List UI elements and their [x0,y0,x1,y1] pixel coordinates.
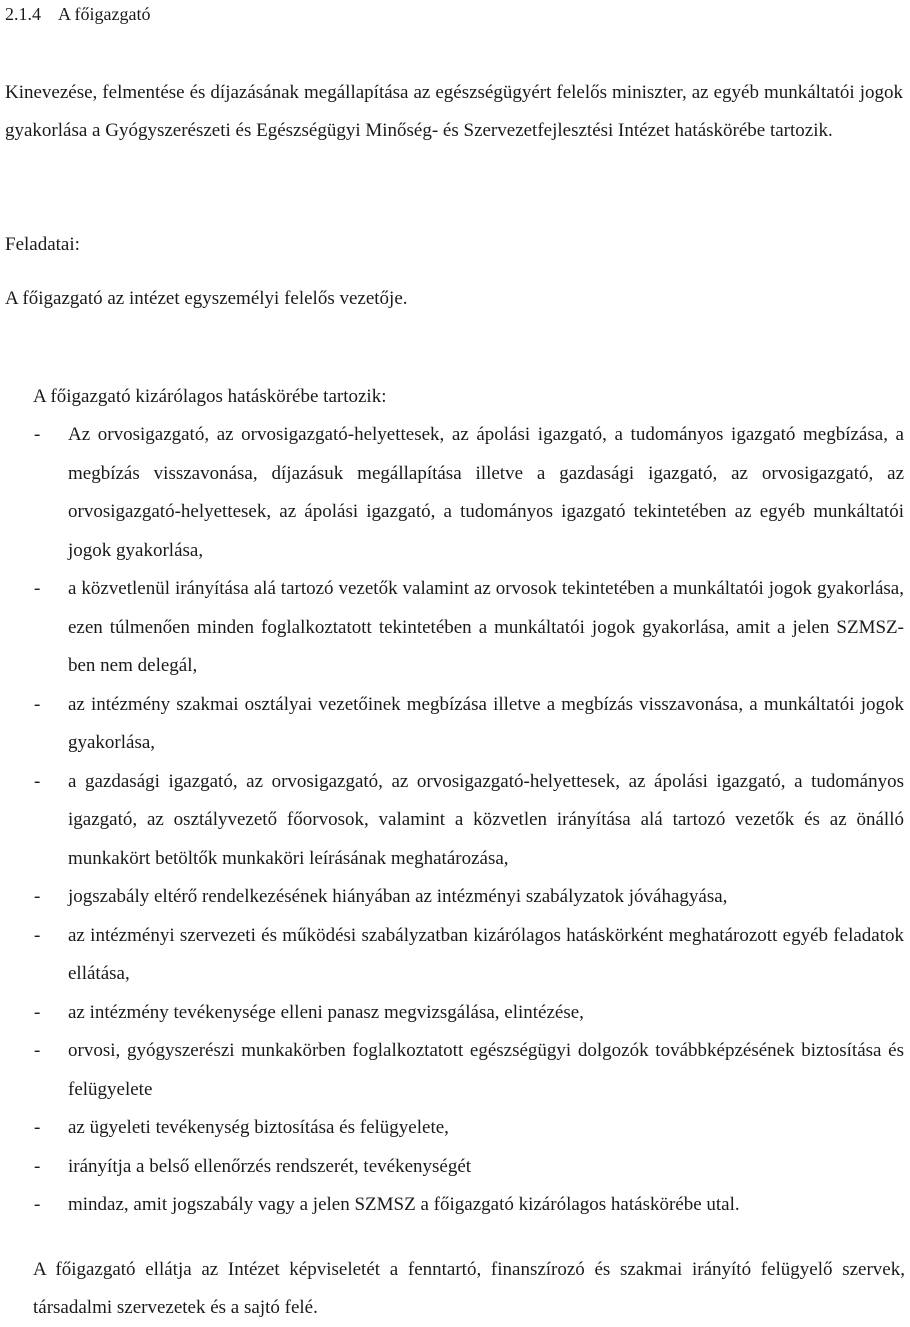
list-item-text: orvosi, gyógyszerészi munkakörben foglalkoztatott egészségügyi dolgozók továbbképzésének biztosítása és felügyelete [68,1040,904,1100]
feladatai-label: Feladatai: [5,234,80,255]
list-item [0,416,910,570]
list-item-text: mindaz, amit jogszabály vagy a jelen SZMSZ a főigazgató kizárólagos hatáskörébe utal. [68,1194,740,1215]
list-item-text: a gazdasági igazgató, az orvosigazgató, az orvosigazgató-helyettesek, az ápolási igazgató, a tudományos igazgató, az osztályvezető főorvosok, valamint a közvetlen irányítása alá tartozó vezetők és az önálló munkakört betöltők munkaköri leírásának meghatározása, [68,770,904,869]
intro-paragraph: Kinevezése, felmentése és díjazásának megállapítása az egészségügyért felelős miniszter, az egyéb munkáltatói jogok gyakorlása a Gyógyszerészeti és Egészségügyi Minőség- és Szervezetfejlesztési Intézet hatáskörébe tartozik. [5,82,903,141]
bullet-dash: - [34,1001,41,1023]
bullet-dash: - [34,924,41,946]
list-item-text: jogszabály eltérő rendelkezésének hiányában az intézményi szabályzatok jóváhagyása, [68,886,728,907]
list-title: A főigazgató kizárólagos hatáskörébe tartozik: [33,386,387,407]
leader-paragraph: A főigazgató az intézet egyszemélyi felelős vezetője. [5,288,408,309]
bullet-dash: - [34,424,41,445]
section-heading: 2.1.4 A főigazgató [5,4,151,24]
bullet-dash: - [34,693,41,715]
bullet-dash: - [34,1117,41,1138]
list-item [0,994,910,1033]
bullet-dash: - [34,1040,41,1061]
closing-paragraph: A főigazgató ellátja az Intézet képviseletét a fenntartó, finanszírozó és szakmai irányító felügyelő szervek, társadalmi szervezetek és a sajtó felé. [33,1259,905,1318]
list-item-text: irányítja a belső ellenőrzés rendszerét, tevékenységét [68,1155,472,1177]
list-item [0,1032,910,1109]
list-item [0,570,910,686]
bullet-dash: - [34,1194,41,1215]
list-item-text: az intézmény tevékenysége elleni panasz megvizsgálása, elintézése, [68,1001,584,1023]
bullet-dash: - [34,886,41,907]
list-item-text: a közvetlenül irányítása alá tartozó vezetők valamint az orvosok tekintetében a munkáltatói jogok gyakorlása, ezen túlmenően minden foglalkoztatott tekintetében a munkáltatói jogok gyakorlása, amit a jelen SZMSZ-ben nem delegál, [68,578,904,676]
list-item [0,878,910,917]
list-item [0,1148,910,1187]
list-item [0,1109,910,1148]
list-item [0,763,910,879]
list-item [0,1186,910,1225]
list-item-text: az ügyeleti tevékenység biztosítása és felügyelete, [68,1117,449,1138]
bullet-dash: - [34,770,41,792]
list-item-text: az intézmény szakmai osztályai vezetőinek megbízása illetve a megbízás visszavonása, a munkáltatói jogok gyakorlása, [68,693,904,753]
responsibility-list [0,416,910,1225]
list-item [0,917,910,994]
list-item-text: az intézményi szervezeti és működési szabályzatban kizárólagos hatáskörként meghatározott egyéb feladatok ellátása, [68,924,904,984]
list-item-text: Az orvosigazgató, az orvosigazgató-helyettesek, az ápolási igazgató, a tudományos igazgató megbízása, a megbízás visszavonása, díjazásuk megállapítása illetve a gazdasági igazgató, az orvosigazgató, az orvosigazgató-helyettesek, az ápolási igazgató, a tudományos igazgató tekintetében az egyéb munkáltatói jogok gyakorlása, [68,424,904,561]
bullet-dash: - [34,578,41,599]
bullet-dash: - [34,1155,41,1177]
list-item [0,686,910,763]
